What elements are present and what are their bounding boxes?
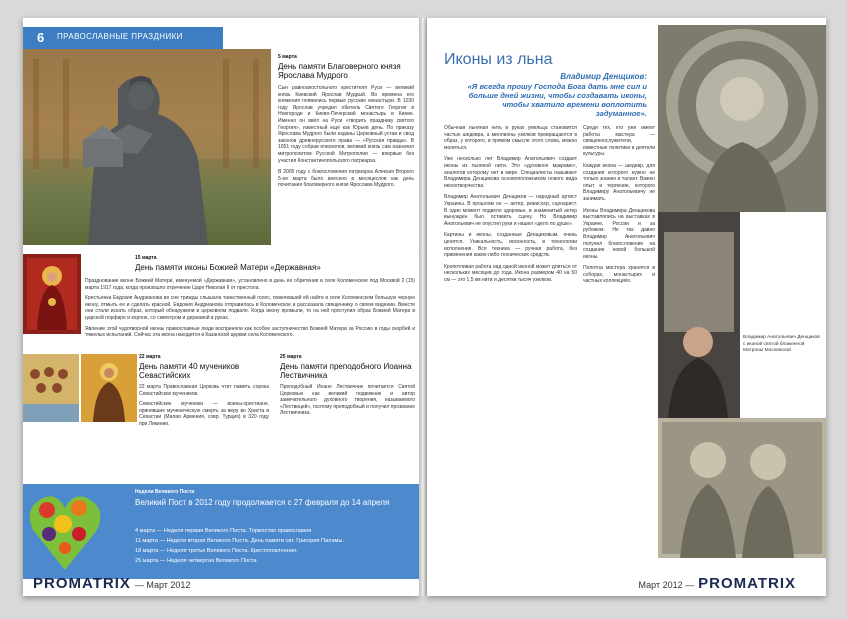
vegetables-heart-image <box>27 486 103 576</box>
section-header <box>23 27 223 49</box>
right-page <box>427 18 826 596</box>
article-title: День памяти иконы Божией Матери «Державная» <box>135 263 321 272</box>
artist-portrait-photo <box>658 212 740 418</box>
forty-martyrs-icon-image <box>23 354 79 422</box>
article-paragraph: Среди тех, кто уже имеет работы мастера — священнослужители, известные политики и деятели культуры. <box>583 125 655 158</box>
article-paragraph: Иконы Владимира Денщикова выставлялись на выставках в Украине, России и за рубежом. Не так давно Владимир Анатольевич получил благословение на создание новой большой иконы. <box>583 207 655 260</box>
spine <box>419 18 427 596</box>
article-paragraph: Каждая икона — шедевр, для создания которого нужно не только знание и талант. Важен опыт и терпение, которого Владимиру Анатольевичу не занимать. <box>583 162 655 202</box>
lent-week-item: 11 марта — Неделя вторая Великого Поста. День памяти свт. Григория Паламы. <box>135 538 344 544</box>
john-climacus-icon-image <box>81 354 137 422</box>
lent-week-item: 18 марта — Неделя третья Великого Поста. Крестопоклонная. <box>135 548 298 554</box>
pull-quote: «Я всегда прошу Господа Бога дать мне сил и больше дней жизни, чтобы создавать иконы, чтобы хватило времени воплотить задуманное». <box>467 82 647 118</box>
article-paragraph: Уже несколько лет Владимир Анатольевич создает иконы из льняной нити. Это «духовное макраме», аналогов которому нет в мире. Специалисты называют Владимира Денщикова основоположником нового вида иконотворчества. <box>444 156 577 189</box>
article-body: Сын равноапостольного крестителя Руси — великий князь Киевский Ярослав Мудрый. Во времена его княжения появились первые русские монастыри. В 1030 году Ярослав учредил обитель Святого Георгия в Новгороде и Киево-Печерский монастырь в Киеве. Именно он ввёл на Руси «творить празднику святого Георгия», известный ещё как Юрьев день. По приказу Ярослава Мудрого были изданы Церковный устав и свод законов древнерусского права — «Русская правда». В 1051 году собрав епископов, великий князь сам назначил митрополитом Русской Митрополии — впервые без участия Константинопольского патриарха. <box>278 85 414 164</box>
quote-author: Владимир Денщиков: <box>560 72 647 81</box>
article-date: 15 марта <box>135 255 157 261</box>
lent-headline: Великий Пост в 2012 году продолжается с 27 февраля до 14 апреля <box>135 498 390 507</box>
linen-icon-bottom-image <box>658 418 826 558</box>
article-column <box>444 125 577 288</box>
section-title: ПРАВОСЛАВНЫЕ ПРАЗДНИКИ <box>57 32 183 41</box>
article-body: Преподобный Иоанн Лествичник почитается Святой Церковью как великий подвижник и автор замечательного духовного творения, называемого «Лествицей», поэтому преподобный и получил прозвание Лествичника. <box>280 384 415 417</box>
article-title: День памяти 40 мучеников Севастийских <box>139 362 240 380</box>
article-paragraph: Кропотливая работа над одной иконой может длиться от нескольких месяцев до года. Икона размером 40 на 50 см — это 1,5 км нити и десятки тысяч узелков. <box>444 263 577 283</box>
brand-logo: PROMATRIX <box>33 575 131 592</box>
article-date: 25 марта <box>280 354 302 360</box>
article-body: Явление этой чудотворной иконы православные люди восприняли как особое заступничество Божией Матери за Россию в годы скорбей и тяжелых испытаний. Сейчас эта икона находится в Казанской церкви села Коломенского. <box>85 325 415 339</box>
left-page <box>23 18 419 596</box>
article-title: День памяти преподобного Иоанна Лествичника <box>280 362 412 380</box>
article-body: Севастийские мученики — воины-христиане, принявшие мученическую смерть за веру во Христа в Севастии (Малая Армения, совр. Турция) в 320 году при Ликинии. <box>139 401 269 427</box>
brand-logo: PROMATRIX <box>698 575 796 592</box>
lent-week-item: 25 марта — Неделя четвертая Великого Поста. <box>135 558 259 564</box>
lent-weeks-list <box>135 526 417 566</box>
article-date: 22 марта <box>139 354 161 360</box>
lent-week-item: 4 марта — Неделя первая Великого Поста. Торжество православия <box>135 528 312 534</box>
article-body: 22 марта Православная Церковь чтит память сорока Севастийских мучеников. <box>139 384 269 397</box>
yaroslav-monument-photo <box>23 49 271 245</box>
issue-date: — Март 2012 <box>134 580 191 590</box>
article-title: Иконы из льна <box>444 51 553 68</box>
issue-date: Март 2012 — <box>638 580 695 590</box>
article-title: День памяти Благоверного князя Ярослава Мудрого <box>278 62 401 80</box>
article-column <box>583 125 655 290</box>
derzhavnaya-icon-image <box>23 254 81 334</box>
article-paragraph: Полотна мастера хранятся в соборах, монастырях и частных коллекциях. <box>583 265 655 285</box>
article-body: Крестьянка Евдокия Андрианова во сне трижды слышала таинственный голос, повелевший ей найти в селе Коломенском большую черную икону, отмыть ее и сделать красной. Евдокия Андрианова отправилась в Коломенское и рассказала священнику о своем видении. Вместе они стали искать образ, который обнаружили в церковном подвале. Когда икону промыли, то на ней проступил образ Божией Матери в царской порфире и короне, со скипетром и державой в руках. <box>85 295 415 321</box>
article-body: Празднование иконе Божией Матери, именуемой «Державная», установлено в день ее обретения в селе Коломенское под Москвой 2 (15) марта 1917 года, когда произошло отречение Царя Николая II от престола. <box>85 278 415 291</box>
lent-weeks-box <box>23 484 419 579</box>
article-date: 5 марта <box>278 54 297 60</box>
lent-label: Недели Великого Поста <box>135 489 195 495</box>
article-paragraph: Владимир Анатольевич Денщиков — народный артист Украины. В прошлом он — актер, режиссер, сценарист. В один момент подвело здоровье, и знаменитый актер вынужден был оставить сцену. Но Владимир Анатольевич не опустил руки и нашел «дело по душе». <box>444 194 577 227</box>
article-paragraph: Обычная льняная нить в руках умельца становится частью шедевра, а миллионы узелков превращаются в образ, у которого, в прямом смысле этого слова, можно молиться. <box>444 125 577 151</box>
article-paragraph: Картины и иконы, созданные Денщиковым, очень ценятся. Уникальность, исконность, в технологии исполнения. Вся техника — ручная работа, без применения каких-либо технических средств. <box>444 232 577 259</box>
linen-icon-top-image <box>658 25 826 212</box>
photo-caption: Владимир Анатольевич Денщиков с иконой святой блаженной Матроны Московской <box>743 335 820 354</box>
page-number: 6 <box>37 30 45 45</box>
article-body: В 2005 году с благословения патриарха Алексия Второго 5-ое марта было внесено в месяцеслов как день почитания благоверного князя Ярослава Мудрого. <box>278 169 414 189</box>
